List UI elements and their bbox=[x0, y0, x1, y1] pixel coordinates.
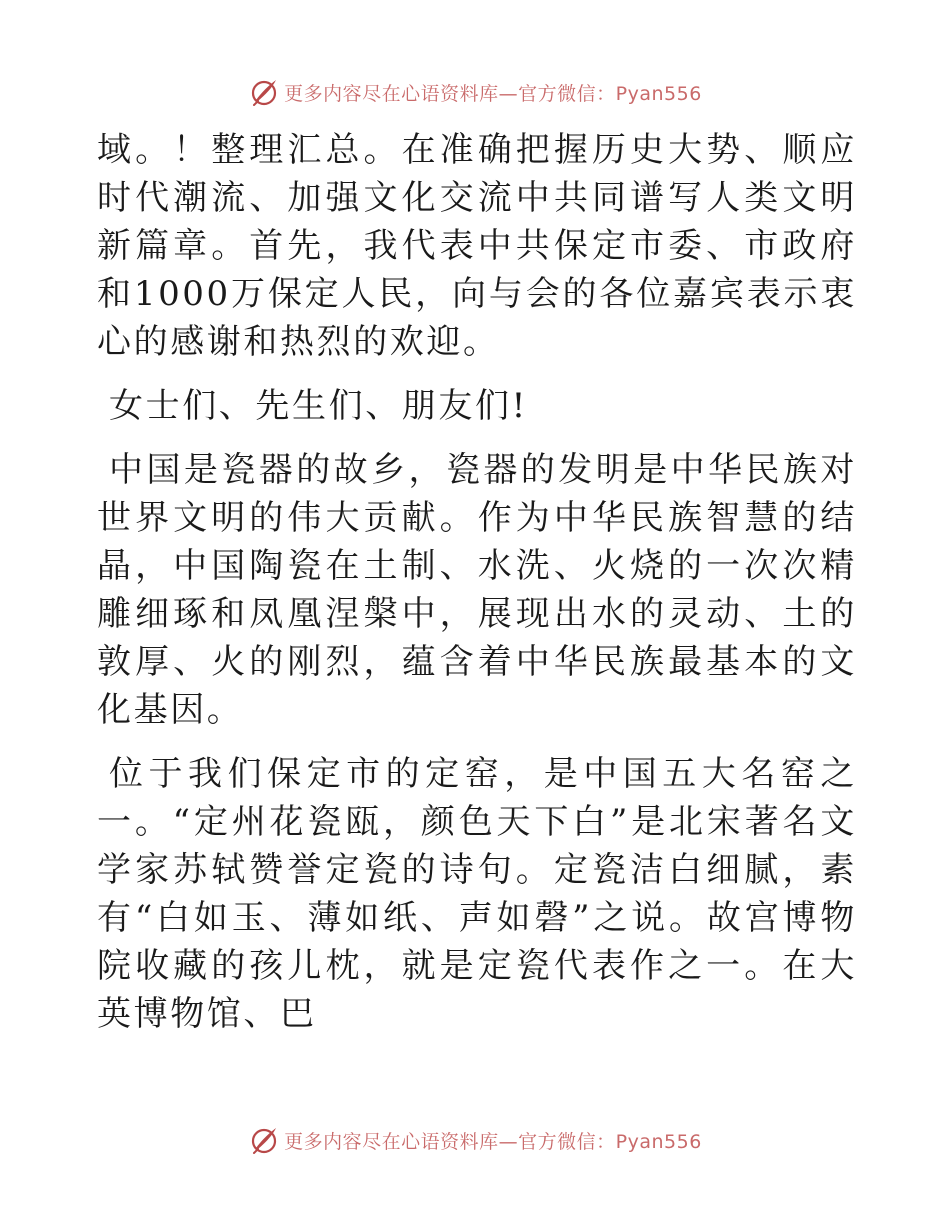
feather-pen-logo-icon bbox=[248, 76, 280, 108]
header-banner bbox=[0, 72, 950, 112]
feather-pen-logo-icon bbox=[248, 1124, 280, 1156]
paragraph-1: 域。！整理汇总。在准确把握历史大势、顺应时代潮流、加强文化交流中共同谱写人类文明新篇章。首先，我代表中共保定市委、市政府和1000万保定人民，向与会的各位嘉宾表示衷心的感谢和热烈的欢迎。 bbox=[97, 130, 857, 362]
paragraph-3: 中国是瓷器的故乡，瓷器的发明是中华民族对世界文明的伟大贡献。作为中华民族智慧的结晶，中国陶瓷在土制、水洗、火烧的一次次精雕细琢和凤凰涅槃中，展现出水的灵动、土的敦厚、火的刚烈，蕴含着中华民族最基本的文化基因。 bbox=[97, 450, 857, 730]
paragraph-4: 位于我们保定市的定窑，是中国五大名窑之一。“定州花瓷瓯，颜色天下白”是北宋著名文学家苏轼赞誉定瓷的诗句。定瓷洁白细腻，素有“白如玉、薄如纸、声如磬”之说。故宫博物院收藏的孩儿枕，就是定瓷代表作之一。在大英博物馆、巴 bbox=[97, 754, 857, 1034]
footer-banner bbox=[0, 1120, 950, 1160]
header-banner-text: 更多内容尽在心语资料库—官方微信：Pyan556 bbox=[284, 82, 702, 105]
footer-banner-text: 更多内容尽在心语资料库—官方微信：Pyan556 bbox=[284, 1130, 702, 1153]
document-body bbox=[97, 124, 857, 1038]
paragraph-2: 女士们、先生们、朋友们! bbox=[109, 386, 528, 426]
